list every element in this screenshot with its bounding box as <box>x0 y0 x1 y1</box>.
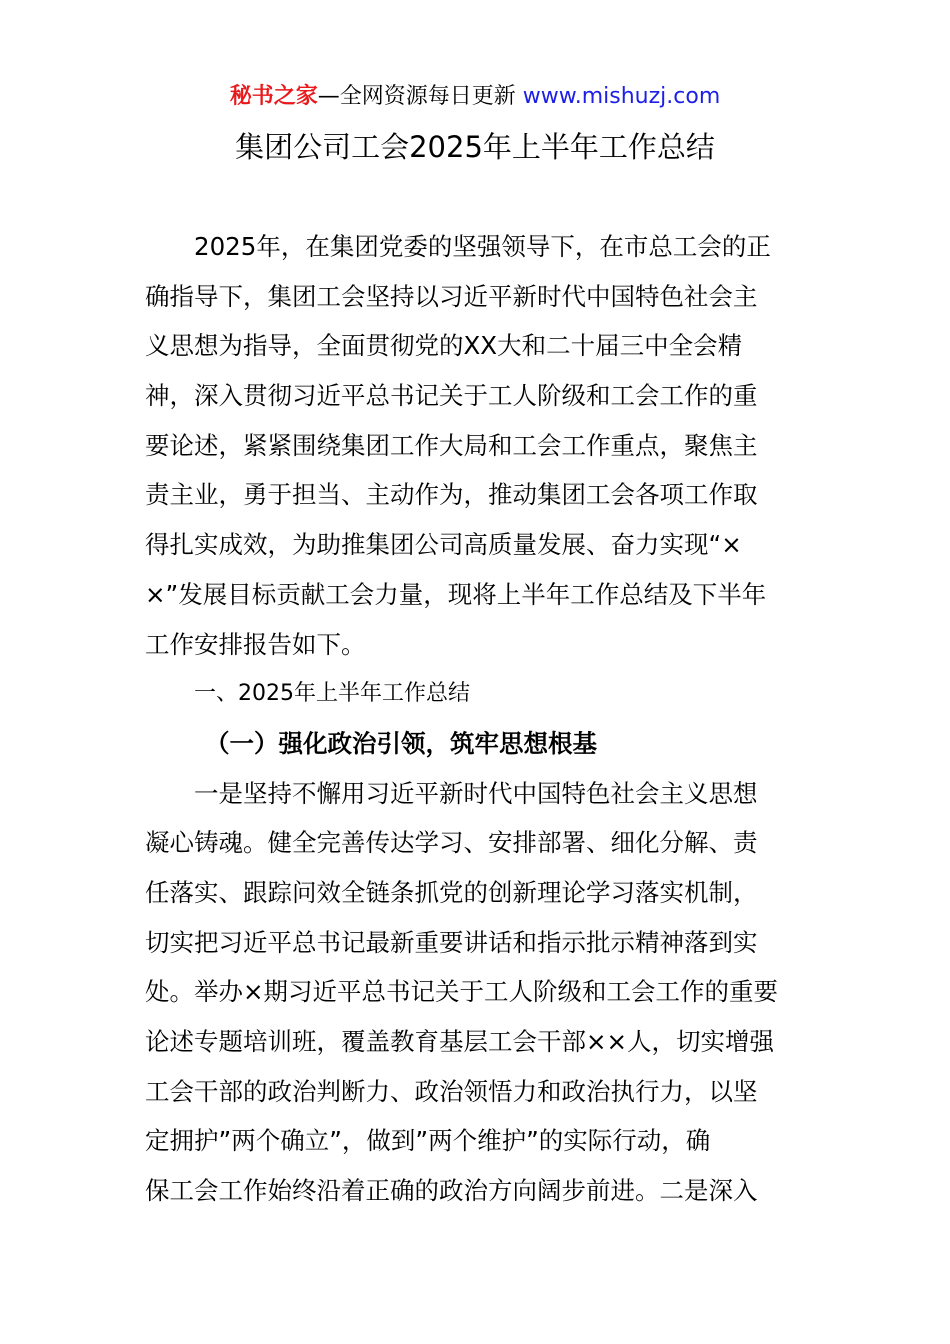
paragraph-line: 保工会工作始终沿着正确的政治方向阔步前进。二是深入 <box>145 1176 758 1206</box>
section-heading: 一、2025年上半年工作总结 <box>194 681 470 707</box>
paragraph-line: 要论述，紧紧围绕集团工作大局和工会工作重点，聚焦主 <box>145 430 758 460</box>
paragraph-line: 处。举办×期习近平总书记关于工人阶级和工会工作的重要 <box>145 977 779 1007</box>
paragraph-line: ×”发展目标贡献工会力量，现将上半年工作总结及下半年 <box>145 579 767 609</box>
paragraph-line: 一是坚持不懈用习近平新时代中国特色社会主义思想 <box>194 778 758 808</box>
paragraph-line: 工会干部的政治判断力、政治领悟力和政治执行力，以坚 <box>145 1076 758 1106</box>
paragraph-line: 凝心铸魂。健全完善传达学习、安排部署、细化分解、责 <box>145 828 758 858</box>
paragraph-line: 工作安排报告如下。 <box>145 629 366 659</box>
paragraph-line: 确指导下，集团工会坚持以习近平新时代中国特色社会主 <box>145 281 758 311</box>
site-url-link[interactable]: www.mishuzj.com <box>522 84 721 109</box>
paragraph-line: 义思想为指导，全面贯彻党的XX大和二十届三中全会精 <box>145 331 743 361</box>
paragraph-line: 定拥护”两个确立”，做到”两个维护”的实际行动，确 <box>145 1126 711 1156</box>
paragraph-line: 责主业，勇于担当、主动作为，推动集团工会各项工作取 <box>145 480 758 510</box>
paragraph-line: 论述专题培训班，覆盖教育基层工会干部××人，切实增强 <box>145 1027 775 1056</box>
site-name: 秘书之家 <box>229 84 318 109</box>
paragraph-line: 2025年，在集团党委的坚强领导下，在市总工会的正 <box>194 232 771 261</box>
subsection-heading: （一）强化政治引领，筑牢思想根基 <box>205 728 597 758</box>
paragraph-line: 得扎实成效，为助推集团公司高质量发展、奋力实现“× <box>145 530 742 560</box>
document-body <box>145 222 805 1216</box>
site-header <box>0 80 950 114</box>
document-title: 集团公司工会2025年上半年工作总结 <box>235 130 715 164</box>
paragraph-line: 神，深入贯彻习近平总书记关于工人阶级和工会工作的重 <box>145 381 758 411</box>
paragraph-line: 任落实、跟踪问效全链条抓党的创新理论学习落实机制， <box>145 877 758 907</box>
paragraph-line: 切实把习近平总书记最新重要讲话和指示批示精神落到实 <box>145 927 758 957</box>
site-tagline: —全网资源每日更新 <box>317 84 516 109</box>
